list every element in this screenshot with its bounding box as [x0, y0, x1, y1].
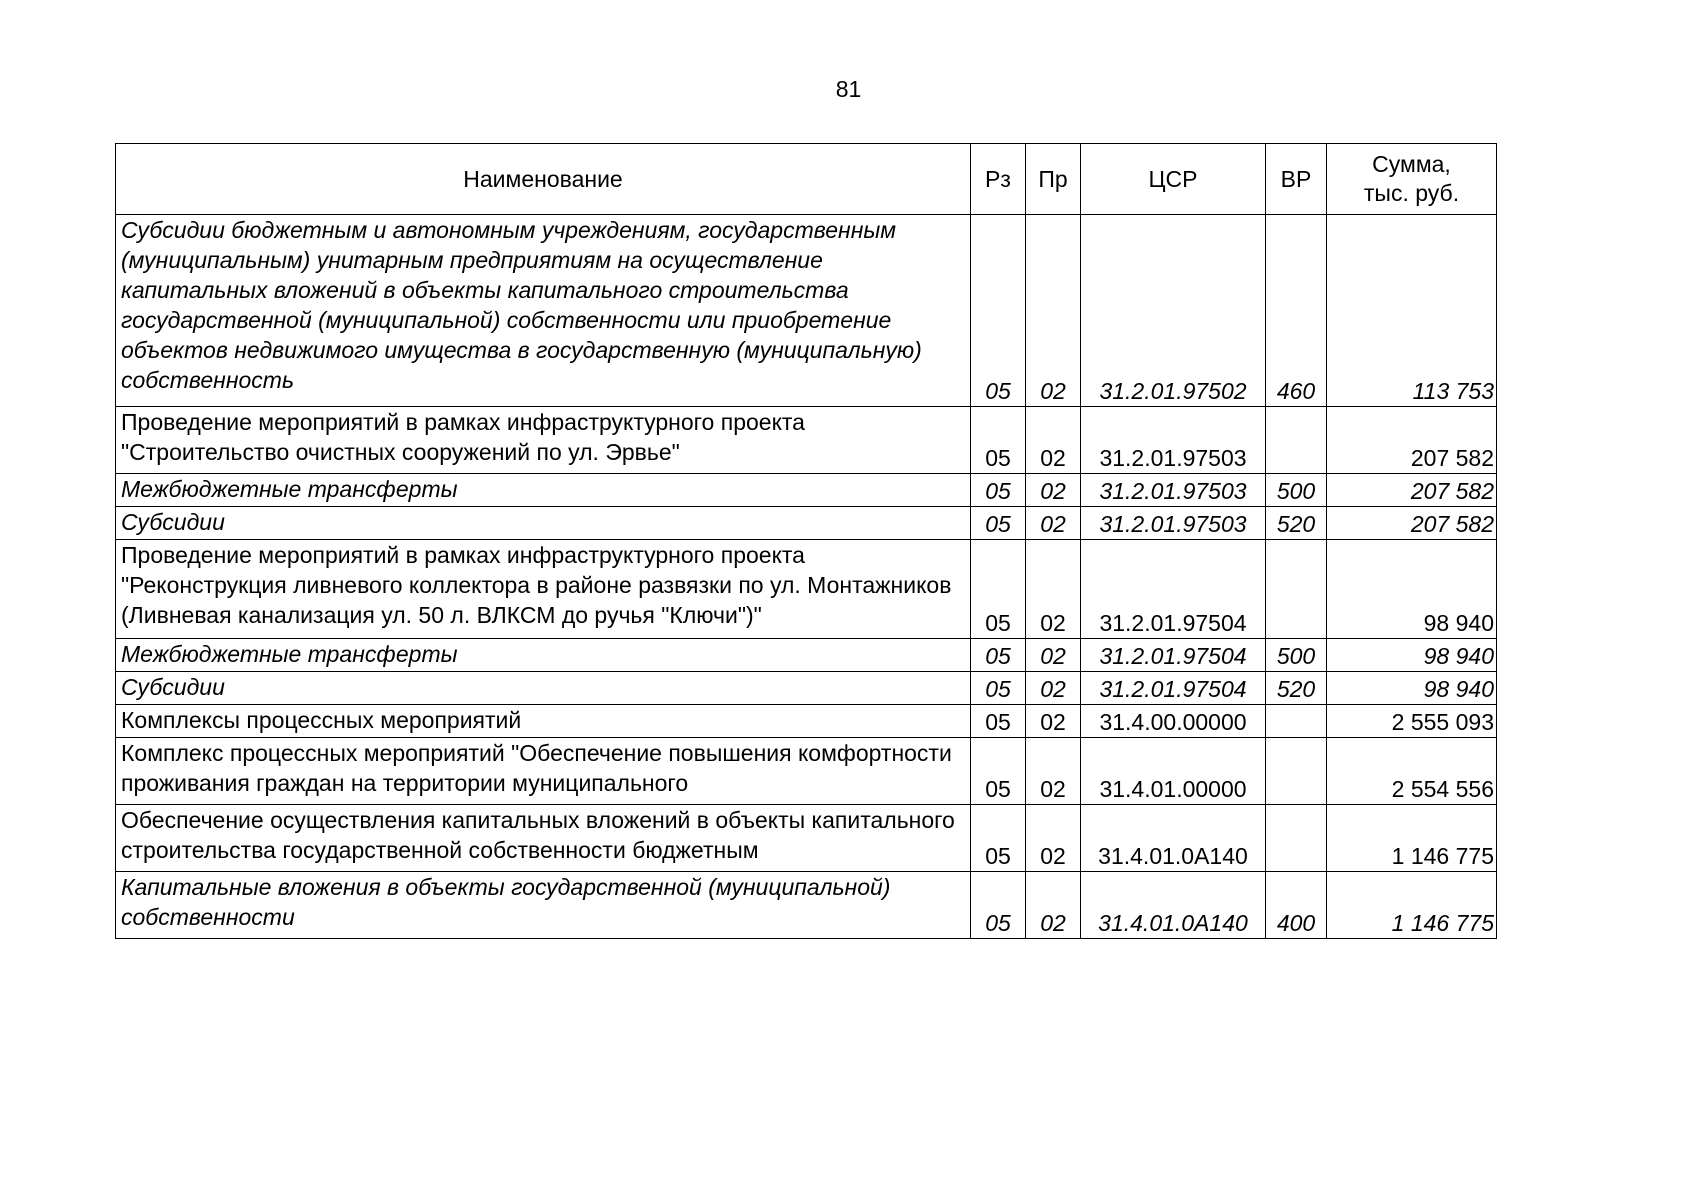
- row-pr: 02: [1026, 215, 1081, 407]
- row-rz: 05: [971, 639, 1026, 672]
- row-sum: 1 146 775: [1327, 872, 1497, 939]
- table-row: [116, 639, 1497, 672]
- row-pr: 02: [1026, 407, 1081, 474]
- table-row: [116, 672, 1497, 705]
- row-sum: 207 582: [1327, 407, 1497, 474]
- row-rz: 05: [971, 672, 1026, 705]
- header-sum-line1: Сумма,: [1372, 151, 1451, 177]
- row-csr: 31.2.01.97503: [1081, 407, 1266, 474]
- row-sum: 113 753: [1327, 215, 1497, 407]
- row-csr: 31.4.00.00000: [1081, 705, 1266, 738]
- row-sum: 98 940: [1327, 540, 1497, 639]
- row-rz: 05: [971, 872, 1026, 939]
- budget-table: [115, 143, 1497, 939]
- row-csr: 31.2.01.97504: [1081, 639, 1266, 672]
- row-name: Субсидии: [116, 507, 971, 540]
- header-rz: Рз: [971, 144, 1026, 215]
- header-sum-line2: тыс. руб.: [1363, 180, 1460, 206]
- row-vr: 520: [1266, 507, 1327, 540]
- row-pr: 02: [1026, 872, 1081, 939]
- row-rz: 05: [971, 705, 1026, 738]
- row-csr: 31.4.01.0А140: [1081, 805, 1266, 872]
- table-row: [116, 540, 1497, 639]
- table-row: [116, 215, 1497, 407]
- table-row: [116, 705, 1497, 738]
- row-vr: [1266, 705, 1327, 738]
- row-vr: 400: [1266, 872, 1327, 939]
- row-vr: [1266, 738, 1327, 805]
- row-pr: 02: [1026, 672, 1081, 705]
- row-vr: 500: [1266, 639, 1327, 672]
- row-vr: [1266, 805, 1327, 872]
- page-number: 81: [835, 76, 862, 102]
- row-name: Межбюджетные трансферты: [116, 474, 971, 507]
- table-row: [116, 738, 1497, 805]
- header-sum: [1327, 144, 1497, 215]
- row-name: Субсидии бюджетным и автономным учреждениям, государственным (муниципальным) унитарным предприятиям на осуществление капитальных вложений в объекты капитального строительства государственной (муниципальной) собственности или приобретение объектов недвижимого имущества в государственную (муниципальную) собственность: [116, 215, 971, 407]
- row-name: Комплексы процессных мероприятий: [116, 705, 971, 738]
- header-csr: ЦСР: [1081, 144, 1266, 215]
- row-sum: 2 554 556: [1327, 738, 1497, 805]
- row-vr: 520: [1266, 672, 1327, 705]
- row-sum: 207 582: [1327, 474, 1497, 507]
- row-csr: 31.2.01.97503: [1081, 474, 1266, 507]
- row-csr: 31.2.01.97502: [1081, 215, 1266, 407]
- row-pr: 02: [1026, 738, 1081, 805]
- row-csr: 31.2.01.97504: [1081, 672, 1266, 705]
- row-vr: 500: [1266, 474, 1327, 507]
- table-row: [116, 507, 1497, 540]
- row-name: Обеспечение осуществления капитальных вложений в объекты капитального строительства государственной собственности бюджетным: [116, 805, 971, 872]
- row-pr: 02: [1026, 474, 1081, 507]
- header-pr: Пр: [1026, 144, 1081, 215]
- row-name: Комплекс процессных мероприятий "Обеспечение повышения комфортности проживания граждан на территории муниципального: [116, 738, 971, 805]
- row-name: Межбюджетные трансферты: [116, 639, 971, 672]
- table-body: [116, 215, 1497, 939]
- row-pr: 02: [1026, 705, 1081, 738]
- row-sum: 98 940: [1327, 672, 1497, 705]
- row-vr: [1266, 540, 1327, 639]
- row-rz: 05: [971, 738, 1026, 805]
- row-sum: 2 555 093: [1327, 705, 1497, 738]
- row-vr: [1266, 407, 1327, 474]
- row-pr: 02: [1026, 639, 1081, 672]
- row-name: Проведение мероприятий в рамках инфраструктурного проекта "Строительство очистных сооружений по ул. Эрвье": [116, 407, 971, 474]
- row-rz: 05: [971, 215, 1026, 407]
- row-name: Проведение мероприятий в рамках инфраструктурного проекта "Реконструкция ливневого коллектора в районе развязки по ул. Монтажников (Ливневая канализация ул. 50 л. ВЛКСМ до ручья "Ключи")": [116, 540, 971, 639]
- header-name: Наименование: [116, 144, 971, 215]
- row-pr: 02: [1026, 540, 1081, 639]
- row-sum: 98 940: [1327, 639, 1497, 672]
- row-rz: 05: [971, 474, 1026, 507]
- row-rz: 05: [971, 805, 1026, 872]
- table-row: [116, 872, 1497, 939]
- table-row: [116, 407, 1497, 474]
- row-csr: 31.4.01.0А140: [1081, 872, 1266, 939]
- row-vr: 460: [1266, 215, 1327, 407]
- row-sum: 1 146 775: [1327, 805, 1497, 872]
- row-csr: 31.2.01.97503: [1081, 507, 1266, 540]
- table-row: [116, 474, 1497, 507]
- row-rz: 05: [971, 407, 1026, 474]
- row-pr: 02: [1026, 507, 1081, 540]
- table-row: [116, 805, 1497, 872]
- row-rz: 05: [971, 507, 1026, 540]
- table-header-row: [116, 144, 1497, 215]
- row-rz: 05: [971, 540, 1026, 639]
- row-csr: 31.2.01.97504: [1081, 540, 1266, 639]
- row-name: Субсидии: [116, 672, 971, 705]
- row-csr: 31.4.01.00000: [1081, 738, 1266, 805]
- row-name: Капитальные вложения в объекты государственной (муниципальной) собственности: [116, 872, 971, 939]
- header-vr: ВР: [1266, 144, 1327, 215]
- row-pr: 02: [1026, 805, 1081, 872]
- row-sum: 207 582: [1327, 507, 1497, 540]
